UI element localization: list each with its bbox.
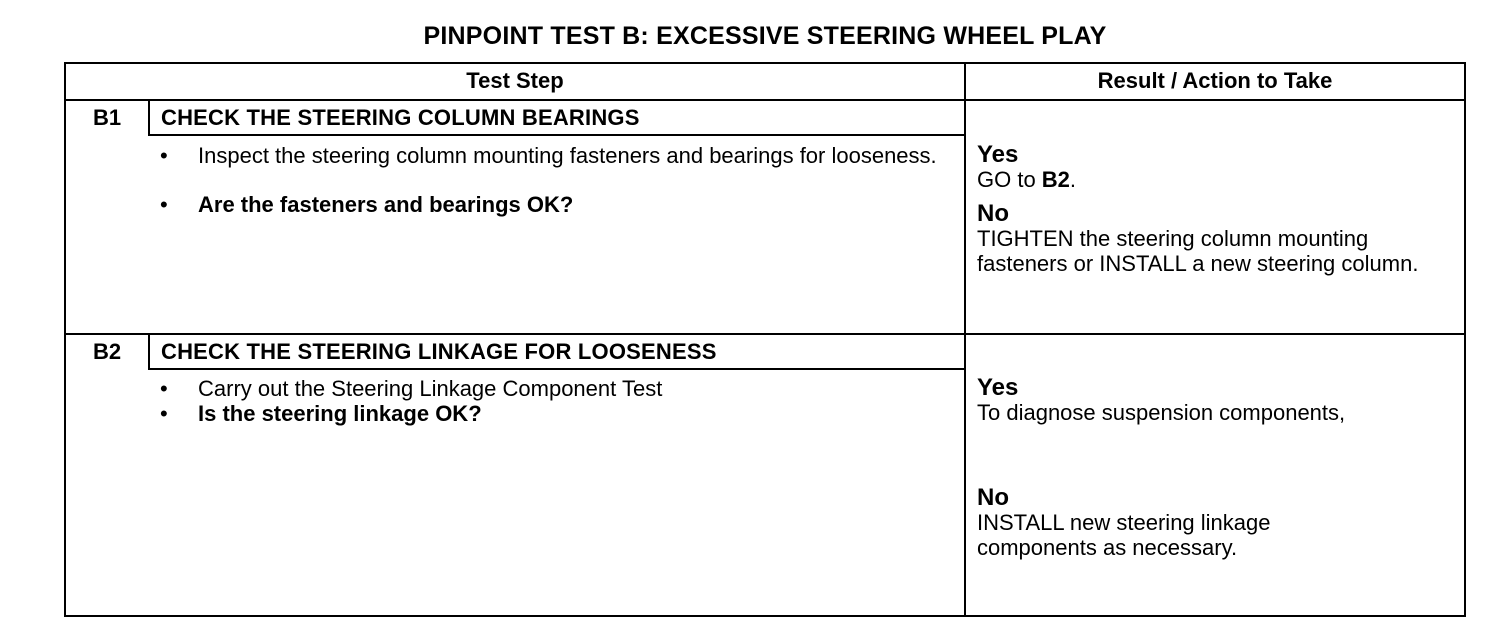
bullet-dot-icon: • <box>160 143 168 168</box>
step-reference-b2: B2 <box>1041 167 1070 192</box>
yes-action-b2: To diagnose suspension components, <box>977 400 1346 425</box>
step-id-divider-b1 <box>148 99 150 136</box>
step-title-divider-b1 <box>148 134 964 136</box>
result-b1 <box>977 142 1447 276</box>
step-id-b2: B2 <box>92 339 122 364</box>
yes-action-b1: GO to B2. <box>977 167 1077 192</box>
step-title-b2: CHECK THE STEERING LINKAGE FOR LOOSENESS <box>161 339 717 364</box>
pinpoint-test-table <box>64 62 1466 617</box>
bullet-question: Are the fasteners and bearings OK? <box>198 192 574 217</box>
step-id-divider-b2 <box>148 333 150 370</box>
no-action-b2: INSTALL new steering linkage components as necessary. <box>977 510 1271 560</box>
no-action-b1: TIGHTEN the steering column mounting fasteners or INSTALL a new steering column. <box>977 226 1419 276</box>
bullet-text: Carry out the Steering Linkage Component Test <box>198 376 663 401</box>
page-title: PINPOINT TEST B: EXCESSIVE STEERING WHEEL PLAY <box>423 22 1107 50</box>
step-id-b1: B1 <box>92 105 122 130</box>
row-divider <box>66 333 1464 335</box>
step-title-b1: CHECK THE STEERING COLUMN BEARINGS <box>161 105 640 130</box>
bullet-dot-icon: • <box>160 376 168 401</box>
yes-label-b1: Yes <box>977 141 1019 168</box>
step-title-divider-b2 <box>148 368 964 370</box>
header-divider <box>66 99 1464 101</box>
no-label-b2: No <box>977 484 1009 511</box>
header-test-step: Test Step <box>466 68 564 93</box>
result-b2-no <box>977 485 1447 560</box>
result-b2-yes <box>977 375 1447 425</box>
bullet-question: Is the steering linkage OK? <box>198 401 482 426</box>
bullet-dot-icon: • <box>160 401 168 426</box>
bullet-dot-icon: • <box>160 192 168 217</box>
bullet-text: Inspect the steering column mounting fasteners and bearings for looseness. <box>198 143 937 168</box>
no-label-b1: No <box>977 200 1009 227</box>
yes-label-b2: Yes <box>977 374 1019 401</box>
column-divider <box>964 64 966 615</box>
header-result-action: Result / Action to Take <box>1097 68 1333 93</box>
